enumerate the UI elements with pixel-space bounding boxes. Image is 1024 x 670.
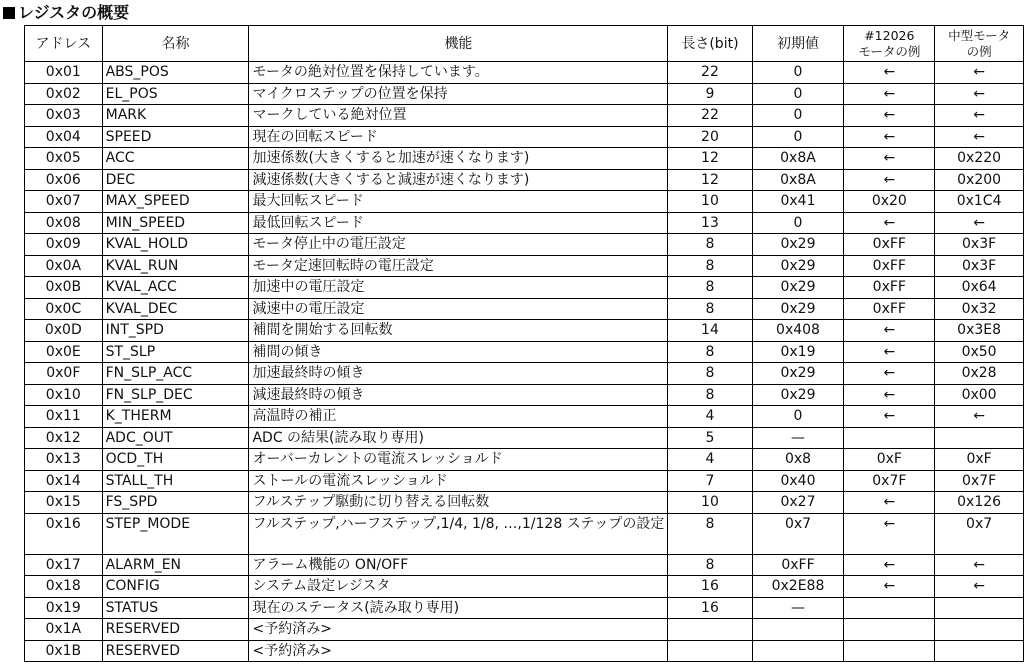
cell-initial-value: 0x29 <box>752 298 844 320</box>
square-bullet-icon <box>3 7 15 19</box>
cell-medium-motor-example: 0x3E8 <box>935 320 1024 342</box>
cell-initial-value: 0x7 <box>752 513 844 554</box>
cell-address: 0x09 <box>25 234 103 256</box>
cell-register-name: OCD_TH <box>102 449 249 471</box>
cell-initial-value: — <box>752 597 844 619</box>
cell-function: モータの絶対位置を保持しています。 <box>249 62 668 84</box>
cell-register-name: ST_SLP <box>102 341 249 363</box>
cell-motor-12026-example: ← <box>844 169 935 191</box>
cell-initial-value <box>752 640 844 662</box>
cell-function: ストールの電流スレッショルド <box>249 470 668 492</box>
cell-motor-12026-example <box>844 619 935 641</box>
cell-length: 8 <box>668 384 752 406</box>
cell-length: 8 <box>668 554 752 576</box>
cell-medium-motor-example <box>935 597 1024 619</box>
cell-address: 0x02 <box>25 83 103 105</box>
cell-length: 8 <box>668 341 752 363</box>
table-row <box>25 449 1024 471</box>
header-name: 名称 <box>102 26 249 62</box>
cell-length <box>668 619 752 641</box>
cell-initial-value: 0x29 <box>752 255 844 277</box>
cell-address: 0x05 <box>25 148 103 170</box>
cell-register-name: DEC <box>102 169 249 191</box>
cell-medium-motor-example: 0x00 <box>935 384 1024 406</box>
cell-medium-motor-example: 0x220 <box>935 148 1024 170</box>
table-row <box>25 298 1024 320</box>
cell-medium-motor-example: ← <box>935 105 1024 127</box>
cell-initial-value: 0x8A <box>752 169 844 191</box>
cell-address: 0x1B <box>25 640 103 662</box>
cell-motor-12026-example: ← <box>844 83 935 105</box>
cell-motor-12026-example: ← <box>844 148 935 170</box>
cell-function: フルステップ,ハーフステップ,1/4, 1/8, …,1/128 ステップの設定 <box>249 513 668 554</box>
cell-register-name: INT_SPD <box>102 320 249 342</box>
register-table <box>24 25 1024 662</box>
cell-function: モータ停止中の電圧設定 <box>249 234 668 256</box>
cell-address: 0x06 <box>25 169 103 191</box>
cell-function: アラーム機能の ON/OFF <box>249 554 668 576</box>
cell-initial-value: 0 <box>752 212 844 234</box>
cell-initial-value: 0 <box>752 126 844 148</box>
cell-register-name: STEP_MODE <box>102 513 249 554</box>
cell-register-name: MAX_SPEED <box>102 191 249 213</box>
table-row <box>25 406 1024 428</box>
cell-length: 12 <box>668 148 752 170</box>
cell-address: 0x0C <box>25 298 103 320</box>
cell-medium-motor-example: 0xF <box>935 449 1024 471</box>
cell-initial-value: 0x29 <box>752 384 844 406</box>
table-row <box>25 255 1024 277</box>
cell-address: 0x03 <box>25 105 103 127</box>
cell-motor-12026-example: ← <box>844 212 935 234</box>
cell-function: <予約済み> <box>249 640 668 662</box>
cell-motor-12026-example: ← <box>844 576 935 598</box>
cell-initial-value: 0 <box>752 406 844 428</box>
table-row <box>25 640 1024 662</box>
cell-motor-12026-example: 0xFF <box>844 255 935 277</box>
header-motor-12026-line1: #12026 <box>864 27 915 43</box>
cell-function: 加速中の電圧設定 <box>249 277 668 299</box>
table-row <box>25 169 1024 191</box>
cell-motor-12026-example: 0xFF <box>844 234 935 256</box>
cell-register-name: STATUS <box>102 597 249 619</box>
cell-function: <予約済み> <box>249 619 668 641</box>
cell-motor-12026-example: ← <box>844 126 935 148</box>
cell-length <box>668 640 752 662</box>
cell-initial-value: 0x19 <box>752 341 844 363</box>
cell-address: 0x07 <box>25 191 103 213</box>
header-motor-12026-example <box>844 26 935 62</box>
cell-address: 0x12 <box>25 427 103 449</box>
cell-address: 0x19 <box>25 597 103 619</box>
cell-length: 13 <box>668 212 752 234</box>
cell-function: 高温時の補正 <box>249 406 668 428</box>
table-row <box>25 341 1024 363</box>
cell-motor-12026-example: 0xFF <box>844 277 935 299</box>
table-row <box>25 105 1024 127</box>
cell-initial-value: 0x29 <box>752 277 844 299</box>
cell-initial-value: 0xFF <box>752 554 844 576</box>
cell-address: 0x1A <box>25 619 103 641</box>
table-row <box>25 384 1024 406</box>
header-address: アドレス <box>25 26 103 62</box>
cell-address: 0x01 <box>25 62 103 84</box>
cell-address: 0x15 <box>25 492 103 514</box>
cell-length: 22 <box>668 62 752 84</box>
cell-function: 最大回転スピード <box>249 191 668 213</box>
table-row <box>25 470 1024 492</box>
cell-motor-12026-example: ← <box>844 62 935 84</box>
cell-address: 0x0F <box>25 363 103 385</box>
cell-address: 0x04 <box>25 126 103 148</box>
cell-function: モータ定速回転時の電圧設定 <box>249 255 668 277</box>
cell-initial-value: 0x41 <box>752 191 844 213</box>
header-motor-12026-line2: モータの例 <box>858 43 921 59</box>
header-function: 機能 <box>249 26 668 62</box>
cell-initial-value: 0 <box>752 105 844 127</box>
cell-motor-12026-example: ← <box>844 554 935 576</box>
cell-function: 減速中の電圧設定 <box>249 298 668 320</box>
cell-address: 0x11 <box>25 406 103 428</box>
cell-register-name: FN_SLP_DEC <box>102 384 249 406</box>
header-medium-motor-line2: の例 <box>966 43 992 59</box>
header-initial-value: 初期値 <box>752 26 844 62</box>
cell-register-name: ACC <box>102 148 249 170</box>
cell-length: 4 <box>668 449 752 471</box>
table-row <box>25 191 1024 213</box>
cell-initial-value: 0x29 <box>752 363 844 385</box>
cell-motor-12026-example: ← <box>844 105 935 127</box>
cell-function: マイクロステップの位置を保持 <box>249 83 668 105</box>
cell-length: 20 <box>668 126 752 148</box>
cell-initial-value: 0x8 <box>752 449 844 471</box>
table-row <box>25 83 1024 105</box>
cell-medium-motor-example <box>935 640 1024 662</box>
table-row <box>25 576 1024 598</box>
cell-address: 0x16 <box>25 513 103 554</box>
cell-length: 4 <box>668 406 752 428</box>
cell-motor-12026-example: ← <box>844 492 935 514</box>
cell-medium-motor-example: ← <box>935 576 1024 598</box>
cell-length: 10 <box>668 191 752 213</box>
cell-function: 現在の回転スピード <box>249 126 668 148</box>
table-row <box>25 62 1024 84</box>
table-row <box>25 126 1024 148</box>
cell-medium-motor-example: ← <box>935 62 1024 84</box>
cell-motor-12026-example: ← <box>844 341 935 363</box>
cell-register-name: MARK <box>102 105 249 127</box>
cell-medium-motor-example <box>935 619 1024 641</box>
table-row <box>25 320 1024 342</box>
cell-function: 減速係数(大きくすると減速が速くなります) <box>249 169 668 191</box>
cell-medium-motor-example: 0x200 <box>935 169 1024 191</box>
cell-address: 0x14 <box>25 470 103 492</box>
cell-length: 14 <box>668 320 752 342</box>
cell-function: 最低回転スピード <box>249 212 668 234</box>
cell-medium-motor-example: 0x7F <box>935 470 1024 492</box>
cell-register-name: ADC_OUT <box>102 427 249 449</box>
cell-address: 0x18 <box>25 576 103 598</box>
cell-function: マークしている絶対位置 <box>249 105 668 127</box>
cell-medium-motor-example <box>935 427 1024 449</box>
table-row <box>25 234 1024 256</box>
section-title: レジスタの概要 <box>18 3 130 22</box>
cell-length: 8 <box>668 298 752 320</box>
cell-address: 0x08 <box>25 212 103 234</box>
cell-medium-motor-example: ← <box>935 406 1024 428</box>
cell-function: システム設定レジスタ <box>249 576 668 598</box>
cell-initial-value: 0 <box>752 62 844 84</box>
cell-motor-12026-example: 0x20 <box>844 191 935 213</box>
cell-length: 12 <box>668 169 752 191</box>
cell-initial-value: 0 <box>752 83 844 105</box>
header-medium-motor-example <box>935 26 1024 62</box>
cell-initial-value: 0x29 <box>752 234 844 256</box>
cell-function: フルステップ駆動に切り替える回転数 <box>249 492 668 514</box>
cell-function: 加速最終時の傾き <box>249 363 668 385</box>
cell-length: 5 <box>668 427 752 449</box>
cell-register-name: ALARM_EN <box>102 554 249 576</box>
table-row <box>25 427 1024 449</box>
cell-medium-motor-example: ← <box>935 83 1024 105</box>
cell-length: 8 <box>668 513 752 554</box>
cell-address: 0x0E <box>25 341 103 363</box>
header-medium-motor-line1: 中型モータ <box>948 27 1011 43</box>
table-row <box>25 277 1024 299</box>
cell-medium-motor-example: 0x64 <box>935 277 1024 299</box>
cell-length: 9 <box>668 83 752 105</box>
cell-register-name: FN_SLP_ACC <box>102 363 249 385</box>
cell-medium-motor-example: ← <box>935 126 1024 148</box>
cell-register-name: ABS_POS <box>102 62 249 84</box>
cell-function: 減速最終時の傾き <box>249 384 668 406</box>
header-length: 長さ(bit) <box>668 26 752 62</box>
cell-length: 8 <box>668 277 752 299</box>
cell-register-name: CONFIG <box>102 576 249 598</box>
cell-length: 8 <box>668 255 752 277</box>
cell-initial-value: 0x8A <box>752 148 844 170</box>
cell-address: 0x0A <box>25 255 103 277</box>
cell-initial-value: — <box>752 427 844 449</box>
cell-function: 加速係数(大きくすると加速が速くなります) <box>249 148 668 170</box>
cell-motor-12026-example: ← <box>844 513 935 554</box>
cell-medium-motor-example: 0x50 <box>935 341 1024 363</box>
cell-address: 0x13 <box>25 449 103 471</box>
table-row <box>25 492 1024 514</box>
table-row <box>25 363 1024 385</box>
cell-register-name: RESERVED <box>102 640 249 662</box>
cell-function: オーバーカレントの電流スレッショルド <box>249 449 668 471</box>
cell-motor-12026-example: ← <box>844 406 935 428</box>
cell-medium-motor-example: 0x28 <box>935 363 1024 385</box>
cell-length: 10 <box>668 492 752 514</box>
cell-medium-motor-example: 0x126 <box>935 492 1024 514</box>
cell-medium-motor-example: 0x3F <box>935 234 1024 256</box>
cell-motor-12026-example: 0xF <box>844 449 935 471</box>
table-row <box>25 619 1024 641</box>
cell-function: 補間を開始する回転数 <box>249 320 668 342</box>
table-row <box>25 513 1024 554</box>
cell-register-name: KVAL_DEC <box>102 298 249 320</box>
cell-length: 16 <box>668 597 752 619</box>
cell-register-name: FS_SPD <box>102 492 249 514</box>
cell-initial-value <box>752 619 844 641</box>
cell-medium-motor-example: 0x1C4 <box>935 191 1024 213</box>
cell-register-name: SPEED <box>102 126 249 148</box>
cell-medium-motor-example: 0x3F <box>935 255 1024 277</box>
cell-length: 7 <box>668 470 752 492</box>
cell-medium-motor-example: ← <box>935 554 1024 576</box>
cell-address: 0x0D <box>25 320 103 342</box>
cell-motor-12026-example: ← <box>844 320 935 342</box>
cell-length: 16 <box>668 576 752 598</box>
cell-length: 8 <box>668 363 752 385</box>
table-row <box>25 212 1024 234</box>
cell-initial-value: 0x2E88 <box>752 576 844 598</box>
cell-address: 0x10 <box>25 384 103 406</box>
cell-motor-12026-example <box>844 427 935 449</box>
cell-function: 現在のステータス(読み取り専用) <box>249 597 668 619</box>
cell-motor-12026-example: 0x7F <box>844 470 935 492</box>
cell-medium-motor-example: 0x7 <box>935 513 1024 554</box>
cell-register-name: KVAL_RUN <box>102 255 249 277</box>
cell-motor-12026-example: 0xFF <box>844 298 935 320</box>
cell-length: 8 <box>668 234 752 256</box>
cell-register-name: RESERVED <box>102 619 249 641</box>
section-heading <box>3 2 129 24</box>
cell-length: 22 <box>668 105 752 127</box>
cell-motor-12026-example: ← <box>844 363 935 385</box>
cell-register-name: KVAL_HOLD <box>102 234 249 256</box>
table-row <box>25 554 1024 576</box>
cell-register-name: EL_POS <box>102 83 249 105</box>
cell-address: 0x17 <box>25 554 103 576</box>
cell-register-name: MIN_SPEED <box>102 212 249 234</box>
cell-function: ADC の結果(読み取り専用) <box>249 427 668 449</box>
cell-motor-12026-example: ← <box>844 384 935 406</box>
table-header-row <box>25 26 1024 62</box>
cell-motor-12026-example <box>844 640 935 662</box>
cell-medium-motor-example: 0x32 <box>935 298 1024 320</box>
cell-register-name: STALL_TH <box>102 470 249 492</box>
cell-initial-value: 0x27 <box>752 492 844 514</box>
table-row <box>25 597 1024 619</box>
cell-initial-value: 0x408 <box>752 320 844 342</box>
cell-address: 0x0B <box>25 277 103 299</box>
cell-medium-motor-example: ← <box>935 212 1024 234</box>
table-row <box>25 148 1024 170</box>
cell-initial-value: 0x40 <box>752 470 844 492</box>
cell-motor-12026-example <box>844 597 935 619</box>
cell-register-name: K_THERM <box>102 406 249 428</box>
cell-function: 補間の傾き <box>249 341 668 363</box>
cell-register-name: KVAL_ACC <box>102 277 249 299</box>
